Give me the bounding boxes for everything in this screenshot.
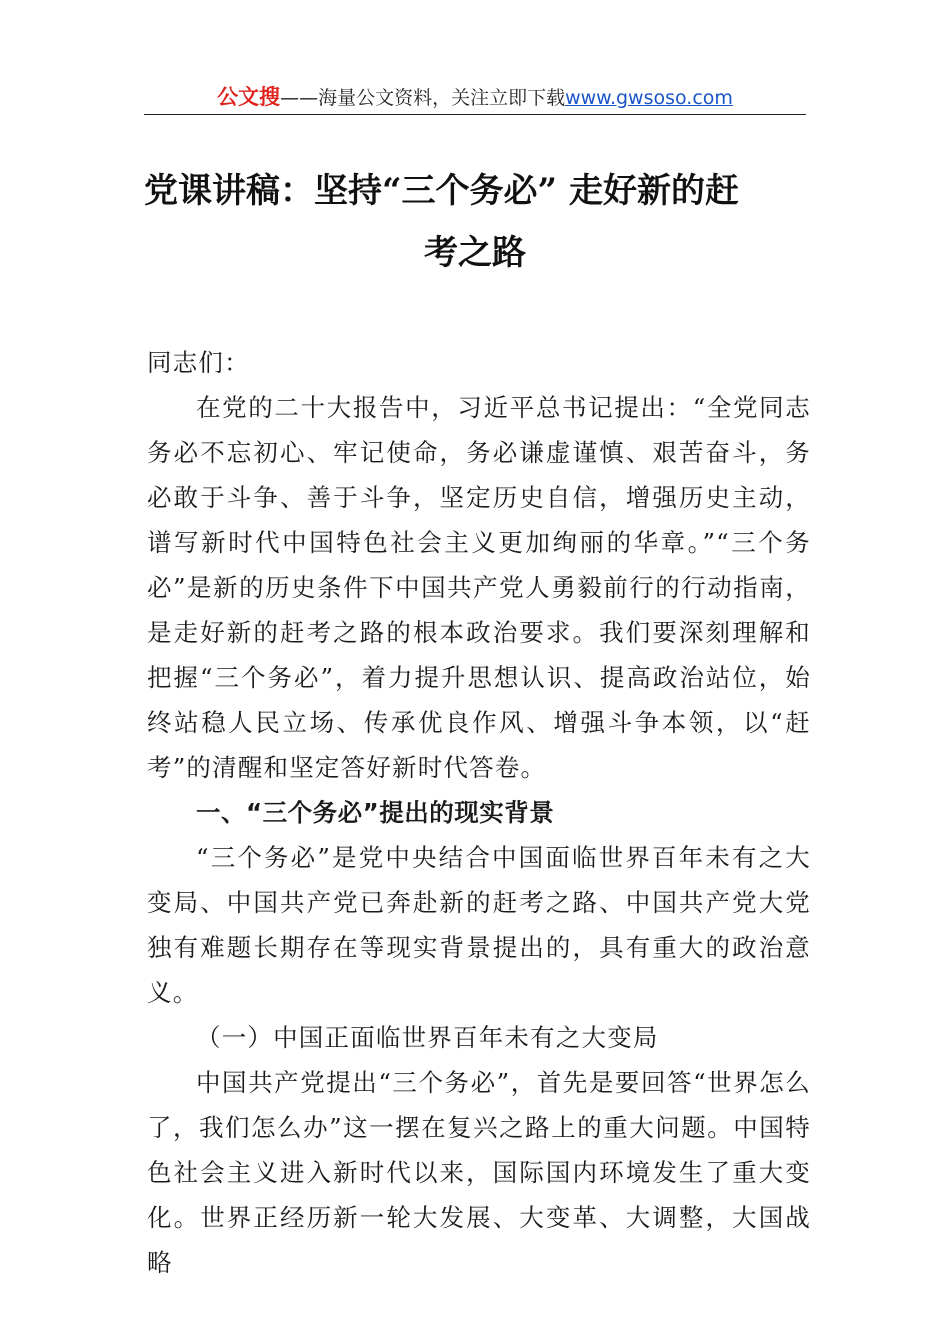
paragraph-intro: 在党的二十大报告中，习近平总书记提出：“全党同志务必不忘初心、牢记使命，务必谦虚谨慎、艰苦奋斗，务必敢于斗争、善于斗争，坚定历史自信，增强历史主动，谱写新时代中国特色社会主义更加绚丽的华章。”“三个务必”是新的历史条件下中国共产党人勇毅前行的行动指南，是走好新的赶考之路的根本政治要求。我们要深刻理解和把握“三个务必”，着力提升思想认识、提高政治站位，始终站稳人民立场、传承优良作风、增强斗争本领，以“赶考”的清醒和坚定答好新时代答卷。 — [147, 393, 811, 782]
title-line-2: 考之路 — [424, 233, 526, 273]
page-header — [144, 82, 806, 114]
title-line-1: 党课讲稿：坚持“三个务必” 走好新的赶 — [144, 171, 739, 211]
salutation: 同志们： — [147, 348, 250, 377]
document-body — [147, 340, 811, 1285]
subsection-heading-1: （一）中国正面临世界百年未有之大变局 — [196, 1023, 659, 1052]
document-title — [144, 168, 806, 284]
paragraph-background: “三个务必”是党中央结合中国面临世界百年未有之大变局、中国共产党已奔赴新的赶考之路、中国共产党大党独有难题长期存在等现实背景提出的，具有重大的政治意义。 — [147, 843, 811, 1007]
brand-logo-text: 公文搜 — [217, 85, 281, 109]
section-heading-1: 一、“三个务必”提出的现实背景 — [196, 798, 555, 827]
website-link[interactable]: www.gwsoso.com — [565, 87, 733, 109]
header-divider — [144, 114, 806, 115]
header-slogan: ——海量公文资料，关注立即下载 — [280, 87, 566, 109]
paragraph-world-change: 中国共产党提出“三个务必”，首先是要回答“世界怎么了，我们怎么办”这一摆在复兴之路上的重大问题。中国特色社会主义进入新时代以来，国际国内环境发生了重大变化。世界正经历新一轮大发展、大变革、大调整，大国战略 — [147, 1068, 811, 1277]
